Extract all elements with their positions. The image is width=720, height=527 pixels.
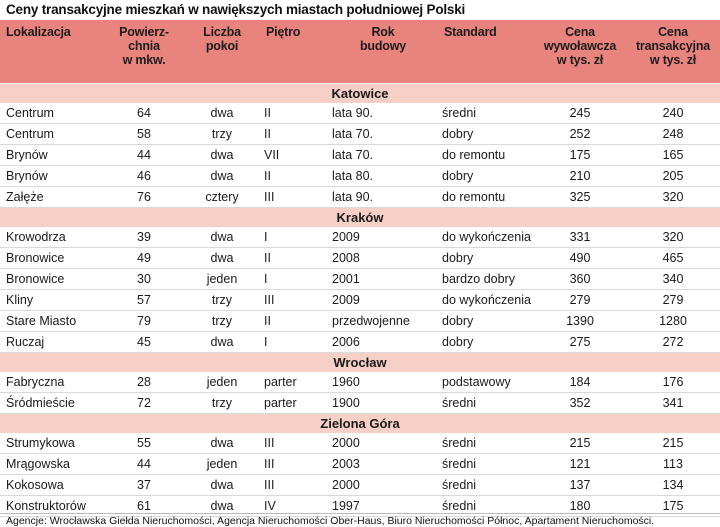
cell-floor: III bbox=[260, 187, 328, 208]
cell-location: Śródmieście bbox=[0, 393, 104, 414]
cell-transaction-price: 1280 bbox=[626, 311, 720, 332]
cell-standard: średni bbox=[438, 454, 534, 475]
table-row bbox=[0, 103, 720, 124]
cell-asking-price: 1390 bbox=[534, 311, 626, 332]
cell-standard: bardzo dobry bbox=[438, 269, 534, 290]
cell-standard: do wykończenia bbox=[438, 227, 534, 248]
cell-floor: I bbox=[260, 269, 328, 290]
cell-year: 2000 bbox=[328, 433, 438, 454]
cell-location: Strumykowa bbox=[0, 433, 104, 454]
table-row bbox=[0, 166, 720, 187]
cell-area: 72 bbox=[104, 393, 184, 414]
cell-floor: II bbox=[260, 248, 328, 269]
cell-transaction-price: 248 bbox=[626, 124, 720, 145]
header-rooms: Liczba pokoi bbox=[184, 20, 260, 84]
cell-year: lata 70. bbox=[328, 124, 438, 145]
cell-rooms: trzy bbox=[184, 124, 260, 145]
city-header-row bbox=[0, 353, 720, 373]
cell-area: 64 bbox=[104, 103, 184, 124]
cell-rooms: dwa bbox=[184, 433, 260, 454]
table-body bbox=[0, 84, 720, 517]
cell-asking-price: 245 bbox=[534, 103, 626, 124]
cell-standard: dobry bbox=[438, 166, 534, 187]
cell-area: 46 bbox=[104, 166, 184, 187]
cell-standard: dobry bbox=[438, 332, 534, 353]
cell-location: Fabryczna bbox=[0, 372, 104, 393]
cell-year: 2009 bbox=[328, 227, 438, 248]
cell-area: 30 bbox=[104, 269, 184, 290]
cell-standard: średni bbox=[438, 103, 534, 124]
cell-rooms: dwa bbox=[184, 166, 260, 187]
cell-area: 55 bbox=[104, 433, 184, 454]
city-name: Zielona Góra bbox=[0, 414, 720, 434]
cell-location: Brynów bbox=[0, 145, 104, 166]
cell-area: 44 bbox=[104, 145, 184, 166]
cell-floor: III bbox=[260, 433, 328, 454]
cell-rooms: dwa bbox=[184, 145, 260, 166]
cell-transaction-price: 465 bbox=[626, 248, 720, 269]
cell-area: 28 bbox=[104, 372, 184, 393]
cell-asking-price: 279 bbox=[534, 290, 626, 311]
cell-rooms: trzy bbox=[184, 311, 260, 332]
cell-location: Stare Miasto bbox=[0, 311, 104, 332]
cell-area: 79 bbox=[104, 311, 184, 332]
cell-rooms: dwa bbox=[184, 248, 260, 269]
cell-rooms: dwa bbox=[184, 496, 260, 517]
table-row bbox=[0, 454, 720, 475]
cell-standard: do remontu bbox=[438, 187, 534, 208]
cell-standard: średni bbox=[438, 475, 534, 496]
table-row bbox=[0, 145, 720, 166]
cell-year: 1997 bbox=[328, 496, 438, 517]
table-row bbox=[0, 248, 720, 269]
cell-rooms: jeden bbox=[184, 269, 260, 290]
cell-transaction-price: 272 bbox=[626, 332, 720, 353]
cell-asking-price: 210 bbox=[534, 166, 626, 187]
cell-rooms: cztery bbox=[184, 187, 260, 208]
cell-transaction-price: 341 bbox=[626, 393, 720, 414]
cell-transaction-price: 240 bbox=[626, 103, 720, 124]
cell-floor: parter bbox=[260, 393, 328, 414]
city-name: Wrocław bbox=[0, 353, 720, 373]
cell-area: 58 bbox=[104, 124, 184, 145]
cell-asking-price: 325 bbox=[534, 187, 626, 208]
cell-floor: VII bbox=[260, 145, 328, 166]
city-name: Kraków bbox=[0, 208, 720, 228]
cell-area: 57 bbox=[104, 290, 184, 311]
cell-year: 2001 bbox=[328, 269, 438, 290]
cell-standard: średni bbox=[438, 393, 534, 414]
cell-location: Mrągowska bbox=[0, 454, 104, 475]
cell-transaction-price: 279 bbox=[626, 290, 720, 311]
cell-asking-price: 180 bbox=[534, 496, 626, 517]
cell-asking-price: 490 bbox=[534, 248, 626, 269]
cell-asking-price: 137 bbox=[534, 475, 626, 496]
cell-location: Bronowice bbox=[0, 248, 104, 269]
page-title: Ceny transakcyjne mieszkań w nawiększych miastach południowej Polski bbox=[6, 2, 466, 17]
cell-asking-price: 352 bbox=[534, 393, 626, 414]
cell-floor: III bbox=[260, 290, 328, 311]
cell-area: 45 bbox=[104, 332, 184, 353]
city-header-row bbox=[0, 414, 720, 434]
prices-table bbox=[0, 20, 720, 517]
city-header-row bbox=[0, 208, 720, 228]
cell-location: Kokosowa bbox=[0, 475, 104, 496]
cell-location: Centrum bbox=[0, 103, 104, 124]
cell-floor: II bbox=[260, 124, 328, 145]
cell-location: Krowodrza bbox=[0, 227, 104, 248]
cell-transaction-price: 320 bbox=[626, 187, 720, 208]
table-row bbox=[0, 227, 720, 248]
header-transaction-price: Cena transakcyjna w tys. zł bbox=[626, 20, 720, 84]
city-header-row bbox=[0, 84, 720, 104]
cell-asking-price: 331 bbox=[534, 227, 626, 248]
table-row bbox=[0, 311, 720, 332]
cell-year: 2008 bbox=[328, 248, 438, 269]
cell-floor: IV bbox=[260, 496, 328, 517]
cell-asking-price: 215 bbox=[534, 433, 626, 454]
cell-floor: parter bbox=[260, 372, 328, 393]
header-standard: Standard bbox=[438, 20, 534, 84]
cell-transaction-price: 176 bbox=[626, 372, 720, 393]
cell-rooms: trzy bbox=[184, 393, 260, 414]
cell-transaction-price: 205 bbox=[626, 166, 720, 187]
cell-rooms: dwa bbox=[184, 103, 260, 124]
cell-standard: średni bbox=[438, 496, 534, 517]
table-row bbox=[0, 124, 720, 145]
cell-year: przedwojenne bbox=[328, 311, 438, 332]
cell-transaction-price: 113 bbox=[626, 454, 720, 475]
cell-asking-price: 252 bbox=[534, 124, 626, 145]
cell-year: 1900 bbox=[328, 393, 438, 414]
cell-year: 2009 bbox=[328, 290, 438, 311]
cell-year: lata 70. bbox=[328, 145, 438, 166]
cell-rooms: dwa bbox=[184, 227, 260, 248]
header-asking-price: Cena wywoławcza w tys. zł bbox=[534, 20, 626, 84]
cell-location: Konstruktorów bbox=[0, 496, 104, 517]
cell-transaction-price: 165 bbox=[626, 145, 720, 166]
table-row bbox=[0, 269, 720, 290]
table-row bbox=[0, 393, 720, 414]
cell-rooms: jeden bbox=[184, 454, 260, 475]
cell-location: Brynów bbox=[0, 166, 104, 187]
cell-location: Centrum bbox=[0, 124, 104, 145]
cell-standard: podstawowy bbox=[438, 372, 534, 393]
cell-transaction-price: 320 bbox=[626, 227, 720, 248]
cell-location: Ruczaj bbox=[0, 332, 104, 353]
cell-standard: do wykończenia bbox=[438, 290, 534, 311]
cell-rooms: trzy bbox=[184, 290, 260, 311]
cell-floor: I bbox=[260, 227, 328, 248]
header-location: Lokalizacja bbox=[0, 20, 104, 84]
cell-area: 49 bbox=[104, 248, 184, 269]
cell-floor: II bbox=[260, 103, 328, 124]
cell-floor: II bbox=[260, 311, 328, 332]
cell-location: Kliny bbox=[0, 290, 104, 311]
cell-asking-price: 175 bbox=[534, 145, 626, 166]
header-floor: Piętro bbox=[260, 20, 328, 84]
cell-year: 1960 bbox=[328, 372, 438, 393]
cell-area: 37 bbox=[104, 475, 184, 496]
table-row bbox=[0, 433, 720, 454]
cell-floor: II bbox=[260, 166, 328, 187]
cell-floor: I bbox=[260, 332, 328, 353]
cell-area: 76 bbox=[104, 187, 184, 208]
source-footer: Agencje: Wrocławska Giełda Nieruchomości, Agencja Nieruchomości Ober-Haus, Biuro Nieruchomości Północ, Apartament Nieruchomości. bbox=[0, 513, 720, 527]
city-name: Katowice bbox=[0, 84, 720, 104]
table-row bbox=[0, 475, 720, 496]
cell-asking-price: 121 bbox=[534, 454, 626, 475]
cell-standard: dobry bbox=[438, 248, 534, 269]
cell-asking-price: 184 bbox=[534, 372, 626, 393]
cell-year: lata 80. bbox=[328, 166, 438, 187]
table-header-row bbox=[0, 20, 720, 84]
table-row bbox=[0, 187, 720, 208]
cell-transaction-price: 340 bbox=[626, 269, 720, 290]
cell-transaction-price: 134 bbox=[626, 475, 720, 496]
cell-area: 39 bbox=[104, 227, 184, 248]
cell-standard: do remontu bbox=[438, 145, 534, 166]
cell-area: 61 bbox=[104, 496, 184, 517]
cell-standard: dobry bbox=[438, 311, 534, 332]
cell-asking-price: 275 bbox=[534, 332, 626, 353]
cell-transaction-price: 175 bbox=[626, 496, 720, 517]
table-row bbox=[0, 290, 720, 311]
cell-rooms: dwa bbox=[184, 475, 260, 496]
cell-asking-price: 360 bbox=[534, 269, 626, 290]
cell-year: 2000 bbox=[328, 475, 438, 496]
header-area: Powierz- chnia w mkw. bbox=[104, 20, 184, 84]
cell-year: lata 90. bbox=[328, 103, 438, 124]
cell-year: lata 90. bbox=[328, 187, 438, 208]
cell-floor: III bbox=[260, 475, 328, 496]
table-row bbox=[0, 332, 720, 353]
cell-rooms: dwa bbox=[184, 332, 260, 353]
cell-location: Załęże bbox=[0, 187, 104, 208]
cell-year: 2006 bbox=[328, 332, 438, 353]
cell-location: Bronowice bbox=[0, 269, 104, 290]
cell-floor: III bbox=[260, 454, 328, 475]
cell-transaction-price: 215 bbox=[626, 433, 720, 454]
cell-standard: dobry bbox=[438, 124, 534, 145]
cell-rooms: jeden bbox=[184, 372, 260, 393]
cell-standard: średni bbox=[438, 433, 534, 454]
cell-year: 2003 bbox=[328, 454, 438, 475]
table-row bbox=[0, 372, 720, 393]
cell-area: 44 bbox=[104, 454, 184, 475]
header-year: Rok budowy bbox=[328, 20, 438, 84]
